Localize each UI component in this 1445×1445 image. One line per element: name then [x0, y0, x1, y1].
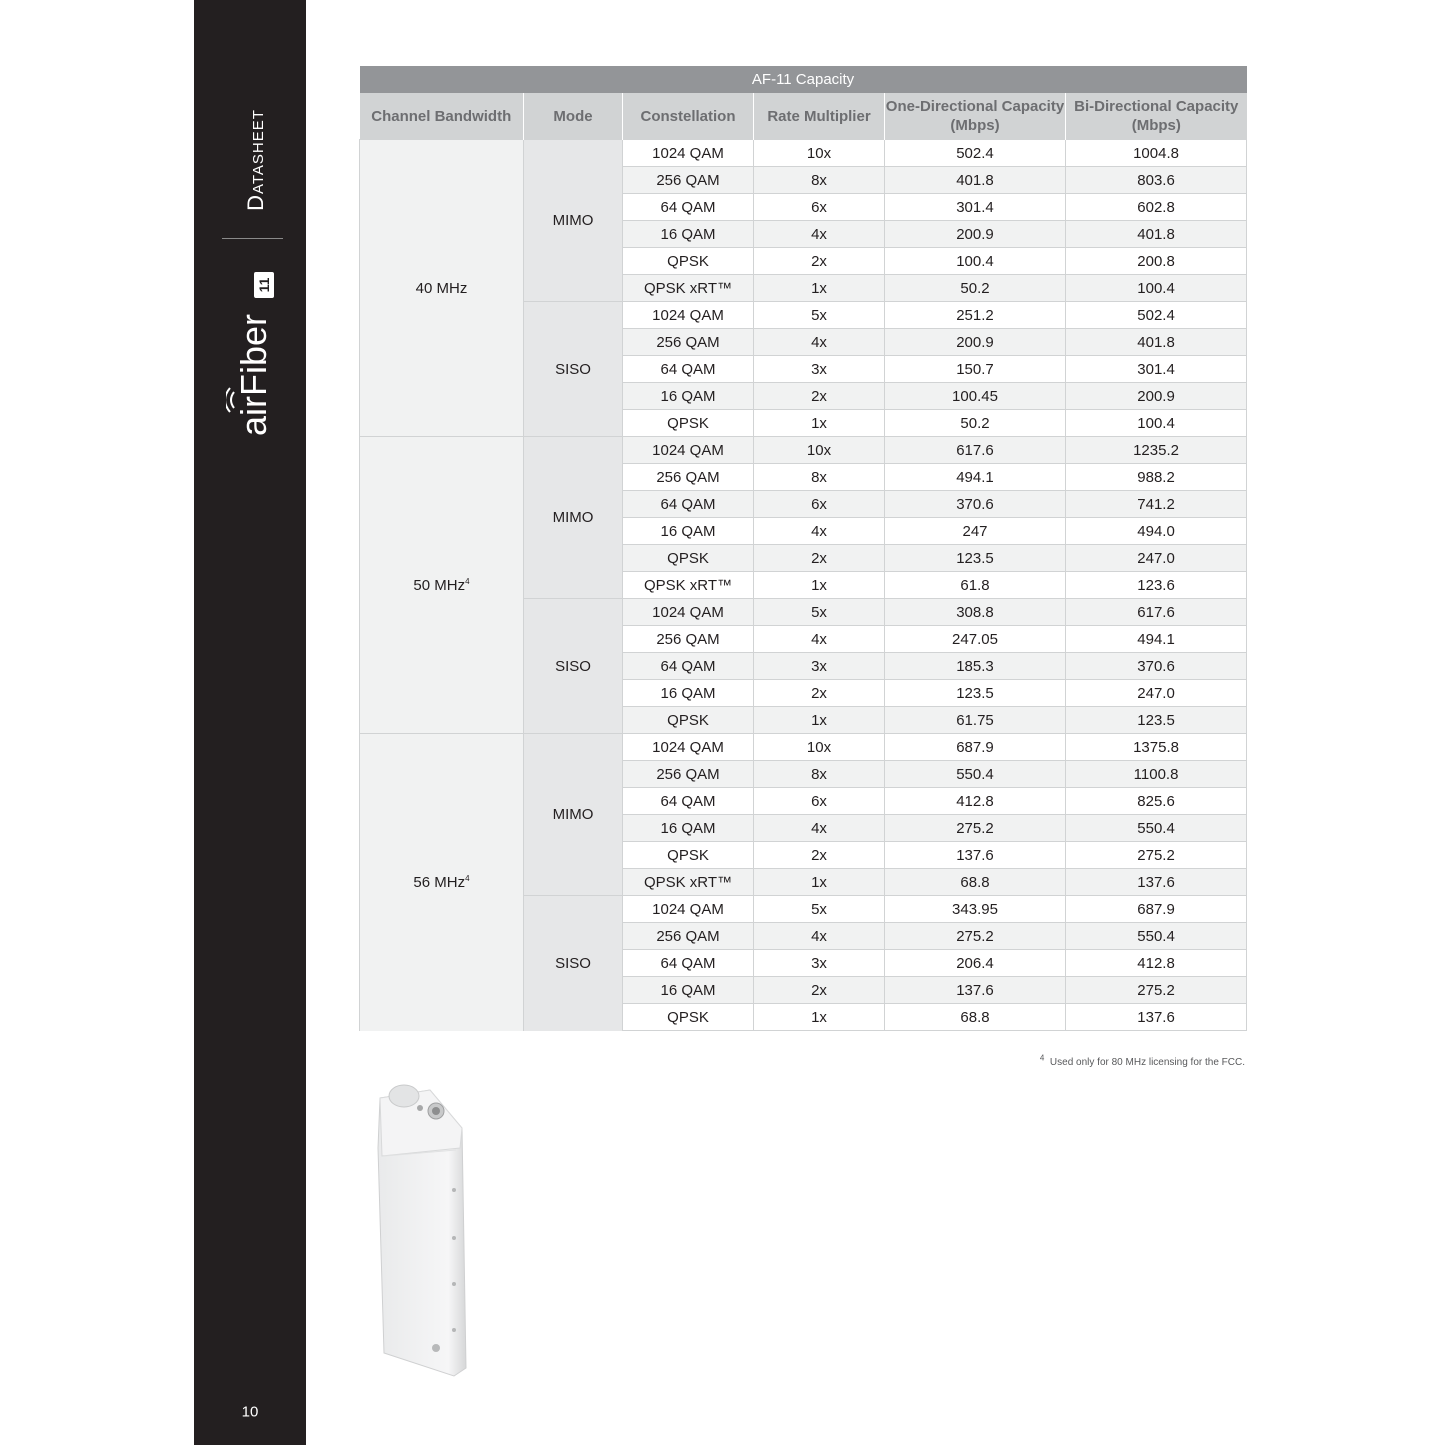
- table-cell: 137.6: [1066, 869, 1247, 896]
- table-cell: 137.6: [885, 977, 1066, 1004]
- table-cell: 64 QAM: [623, 356, 754, 383]
- column-header: Rate Multiplier: [754, 93, 885, 140]
- table-cell: 1004.8: [1066, 140, 1247, 167]
- table-row: [360, 140, 1247, 167]
- table-cell: 100.45: [885, 383, 1066, 410]
- table-cell: 200.9: [1066, 383, 1247, 410]
- table-cell: 247.0: [1066, 680, 1247, 707]
- table-cell: 6x: [754, 194, 885, 221]
- table-cell: 412.8: [885, 788, 1066, 815]
- doc-type-label: Datasheet: [243, 109, 268, 211]
- sidebar: [194, 0, 306, 1445]
- table-cell: 123.5: [885, 545, 1066, 572]
- table-cell: 3x: [754, 950, 885, 977]
- table-cell: 123.6: [1066, 572, 1247, 599]
- table-cell: 123.5: [1066, 707, 1247, 734]
- table-cell: 275.2: [885, 923, 1066, 950]
- sidebar-divider: [222, 238, 283, 239]
- table-cell: 200.9: [885, 329, 1066, 356]
- table-cell: QPSK: [623, 248, 754, 275]
- table-cell: 2x: [754, 248, 885, 275]
- brand-model-badge: 11: [256, 277, 272, 293]
- footnote: [1039, 1053, 1245, 1068]
- table-cell: 8x: [754, 167, 885, 194]
- table-cell: 16 QAM: [623, 977, 754, 1004]
- table-cell: 256 QAM: [623, 626, 754, 653]
- table-cell: QPSK xRT™: [623, 869, 754, 896]
- table-cell: 1x: [754, 572, 885, 599]
- table-cell: 2x: [754, 977, 885, 1004]
- table-cell: 1024 QAM: [623, 896, 754, 923]
- bandwidth-cell: [360, 437, 524, 734]
- bandwidth-label: 50 MHz: [413, 576, 466, 594]
- table-cell: 494.1: [885, 464, 1066, 491]
- table-row: [360, 437, 1247, 464]
- airfiber-logo: [226, 268, 286, 436]
- table-cell: 100.4: [1066, 410, 1247, 437]
- table-cell: 3x: [754, 356, 885, 383]
- table-cell: 64 QAM: [623, 788, 754, 815]
- table-cell: 988.2: [1066, 464, 1247, 491]
- table-cell: 50.2: [885, 410, 1066, 437]
- mode-cell: MIMO: [524, 140, 623, 302]
- table-cell: 401.8: [885, 167, 1066, 194]
- table-cell: 251.2: [885, 302, 1066, 329]
- table-title: AF-11 Capacity: [360, 66, 1247, 93]
- table-cell: 61.8: [885, 572, 1066, 599]
- table-cell: QPSK: [623, 1004, 754, 1031]
- mode-cell: SISO: [524, 599, 623, 734]
- table-cell: 206.4: [885, 950, 1066, 977]
- table-cell: 1x: [754, 275, 885, 302]
- table-cell: 4x: [754, 626, 885, 653]
- bandwidth-cell: [360, 734, 524, 1031]
- table-cell: 1x: [754, 869, 885, 896]
- table-cell: 2x: [754, 680, 885, 707]
- table-cell: 825.6: [1066, 788, 1247, 815]
- table-cell: 687.9: [1066, 896, 1247, 923]
- table-cell: 602.8: [1066, 194, 1247, 221]
- table-cell: 10x: [754, 140, 885, 167]
- bandwidth-footnote-ref: 4: [465, 873, 470, 883]
- capacity-table: [359, 66, 1247, 1031]
- mode-cell: SISO: [524, 896, 623, 1031]
- table-cell: 10x: [754, 734, 885, 761]
- table-cell: 1024 QAM: [623, 734, 754, 761]
- table-cell: 370.6: [885, 491, 1066, 518]
- table-cell: 256 QAM: [623, 761, 754, 788]
- table-cell: 64 QAM: [623, 950, 754, 977]
- brand-name: airFiber: [233, 313, 274, 436]
- table-cell: 2x: [754, 545, 885, 572]
- table-cell: 412.8: [1066, 950, 1247, 977]
- table-cell: 1024 QAM: [623, 437, 754, 464]
- table-cell: 370.6: [1066, 653, 1247, 680]
- table-cell: QPSK: [623, 707, 754, 734]
- table-cell: 5x: [754, 599, 885, 626]
- bandwidth-footnote-ref: 4: [465, 576, 470, 586]
- table-row: [360, 734, 1247, 761]
- table-cell: 64 QAM: [623, 653, 754, 680]
- bandwidth-cell: [360, 140, 524, 437]
- table-cell: 50.2: [885, 275, 1066, 302]
- table-cell: 61.75: [885, 707, 1066, 734]
- table-cell: 617.6: [885, 437, 1066, 464]
- table-cell: 150.7: [885, 356, 1066, 383]
- table-cell: 8x: [754, 761, 885, 788]
- column-header: One-Directional Capacity (Mbps): [885, 93, 1066, 140]
- column-header: Bi-Directional Capacity (Mbps): [1066, 93, 1247, 140]
- table-cell: 1235.2: [1066, 437, 1247, 464]
- table-cell: 200.8: [1066, 248, 1247, 275]
- bandwidth-label: 56 MHz: [413, 873, 466, 891]
- table-cell: 185.3: [885, 653, 1066, 680]
- table-cell: 343.95: [885, 896, 1066, 923]
- table-cell: 10x: [754, 437, 885, 464]
- table-cell: 16 QAM: [623, 680, 754, 707]
- table-cell: 4x: [754, 221, 885, 248]
- table-header-row: [360, 93, 1247, 140]
- table-cell: 2x: [754, 383, 885, 410]
- table-cell: 247: [885, 518, 1066, 545]
- table-cell: 550.4: [885, 761, 1066, 788]
- table-cell: QPSK: [623, 410, 754, 437]
- table-cell: 256 QAM: [623, 329, 754, 356]
- mode-cell: MIMO: [524, 734, 623, 896]
- table-cell: 550.4: [1066, 923, 1247, 950]
- table-cell: 64 QAM: [623, 491, 754, 518]
- table-cell: 4x: [754, 815, 885, 842]
- table-cell: 494.0: [1066, 518, 1247, 545]
- table-cell: 687.9: [885, 734, 1066, 761]
- table-cell: 100.4: [1066, 275, 1247, 302]
- table-cell: 3x: [754, 653, 885, 680]
- table-cell: 1024 QAM: [623, 302, 754, 329]
- table-cell: 8x: [754, 464, 885, 491]
- table-cell: 1100.8: [1066, 761, 1247, 788]
- table-cell: 247.05: [885, 626, 1066, 653]
- table-cell: QPSK xRT™: [623, 572, 754, 599]
- table-cell: 4x: [754, 329, 885, 356]
- table-cell: 4x: [754, 923, 885, 950]
- table-cell: 137.6: [1066, 1004, 1247, 1031]
- table-cell: 1x: [754, 410, 885, 437]
- table-cell: 64 QAM: [623, 194, 754, 221]
- table-cell: 275.2: [1066, 977, 1247, 1004]
- column-header: Mode: [524, 93, 623, 140]
- table-cell: QPSK: [623, 545, 754, 572]
- table-cell: 741.2: [1066, 491, 1247, 518]
- table-cell: 100.4: [885, 248, 1066, 275]
- table-cell: 256 QAM: [623, 167, 754, 194]
- table-cell: 6x: [754, 491, 885, 518]
- bandwidth-label: 40 MHz: [415, 279, 468, 297]
- page-number: 10: [241, 1403, 259, 1421]
- table-cell: 1x: [754, 1004, 885, 1031]
- table-cell: 401.8: [1066, 329, 1247, 356]
- table-cell: 2x: [754, 842, 885, 869]
- table-cell: 256 QAM: [623, 464, 754, 491]
- table-cell: 308.8: [885, 599, 1066, 626]
- table-cell: 803.6: [1066, 167, 1247, 194]
- mode-cell: MIMO: [524, 437, 623, 599]
- table-cell: 301.4: [1066, 356, 1247, 383]
- table-cell: 1024 QAM: [623, 599, 754, 626]
- table-cell: 275.2: [885, 815, 1066, 842]
- table-cell: 5x: [754, 302, 885, 329]
- table-cell: 617.6: [1066, 599, 1247, 626]
- table-cell: 1x: [754, 707, 885, 734]
- table-cell: 1024 QAM: [623, 140, 754, 167]
- table-cell: 16 QAM: [623, 383, 754, 410]
- table-cell: 16 QAM: [623, 221, 754, 248]
- table-cell: 4x: [754, 518, 885, 545]
- table-cell: 502.4: [1066, 302, 1247, 329]
- footnote-text: Used only for 80 MHz licensing for the FCC.: [1049, 1057, 1245, 1068]
- table-cell: 16 QAM: [623, 518, 754, 545]
- mode-cell: SISO: [524, 302, 623, 437]
- table-cell: 502.4: [885, 140, 1066, 167]
- table-cell: 137.6: [885, 842, 1066, 869]
- table-cell: 550.4: [1066, 815, 1247, 842]
- table-cell: 123.5: [885, 680, 1066, 707]
- column-header: Constellation: [623, 93, 754, 140]
- table-cell: 1375.8: [1066, 734, 1247, 761]
- table-cell: 494.1: [1066, 626, 1247, 653]
- table-cell: 68.8: [885, 869, 1066, 896]
- column-header: Channel Bandwidth: [360, 93, 524, 140]
- table-cell: 301.4: [885, 194, 1066, 221]
- table-cell: 256 QAM: [623, 923, 754, 950]
- table-cell: 275.2: [1066, 842, 1247, 869]
- table-cell: QPSK: [623, 842, 754, 869]
- table-body: [360, 140, 1247, 1031]
- table-cell: 200.9: [885, 221, 1066, 248]
- airfiber-product-image: [370, 1078, 474, 1380]
- footnote-ref: 4: [1039, 1053, 1045, 1063]
- table-cell: 401.8: [1066, 221, 1247, 248]
- table-cell: 5x: [754, 896, 885, 923]
- table-cell: QPSK xRT™: [623, 275, 754, 302]
- table-cell: 247.0: [1066, 545, 1247, 572]
- table-cell: 6x: [754, 788, 885, 815]
- table-cell: 16 QAM: [623, 815, 754, 842]
- table-cell: 68.8: [885, 1004, 1066, 1031]
